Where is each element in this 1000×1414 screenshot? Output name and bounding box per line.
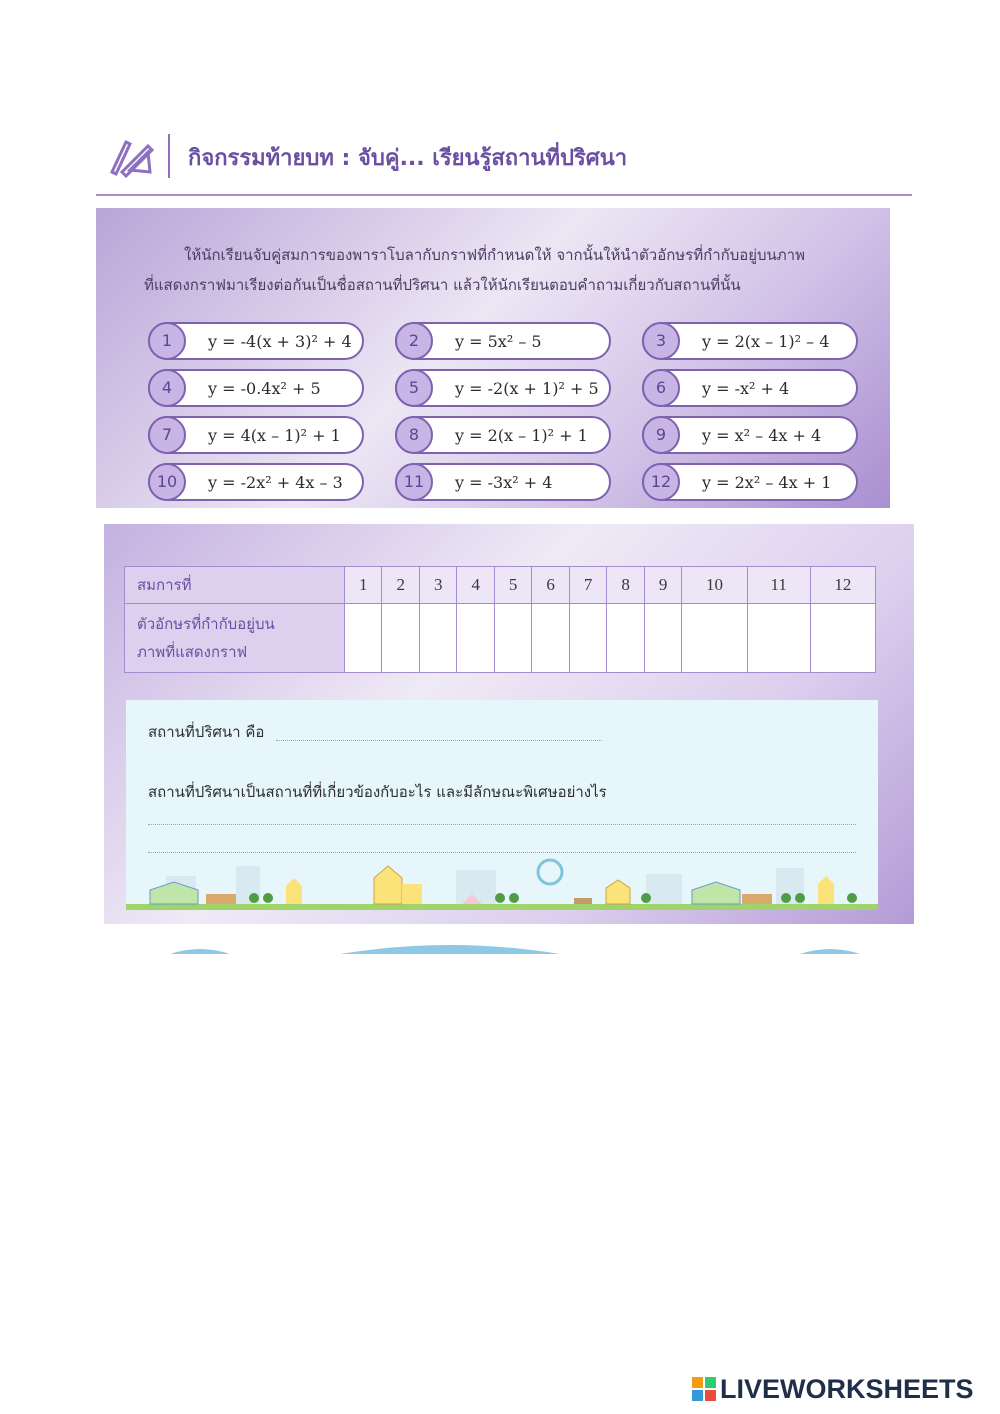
- equation-formula: y = -2x² + 4x – 3: [208, 473, 343, 492]
- equation-number: 5: [395, 369, 433, 407]
- equation-formula: y = 2(x – 1)² – 4: [702, 332, 830, 351]
- equation-number: 4: [148, 369, 186, 407]
- equation-formula: y = -2(x + 1)² + 5: [455, 379, 599, 398]
- equation-number: 6: [642, 369, 680, 407]
- equation-item: [148, 369, 364, 407]
- table-col-number: 3: [419, 567, 456, 604]
- answer-cell[interactable]: [747, 604, 810, 673]
- question-box: [126, 700, 878, 910]
- equation-number-row: [125, 567, 876, 604]
- answer-cell[interactable]: [494, 604, 531, 673]
- answer-cell[interactable]: [457, 604, 494, 673]
- equation-formula: y = 2x² – 4x + 1: [702, 473, 832, 492]
- equation-item: [395, 369, 611, 407]
- table-col-number: 8: [607, 567, 644, 604]
- table-col-number: 1: [345, 567, 382, 604]
- equations-panel: [96, 208, 890, 508]
- equation-item: [642, 369, 858, 407]
- answer-panel: [104, 524, 914, 924]
- table-col-number: 9: [644, 567, 681, 604]
- equation-formula: y = -4(x + 3)² + 4: [208, 332, 352, 351]
- letter-answer-row: [125, 604, 876, 673]
- answer-cell[interactable]: [382, 604, 419, 673]
- answer-cell[interactable]: [644, 604, 681, 673]
- equation-number: 9: [642, 416, 680, 454]
- table-col-number: 6: [532, 567, 569, 604]
- equation-formula: y = 4(x – 1)² + 1: [208, 426, 341, 445]
- equation-item: [642, 416, 858, 454]
- equation-item: [642, 322, 858, 360]
- equation-number: 2: [395, 322, 433, 360]
- equation-formula: y = 2(x – 1)² + 1: [455, 426, 588, 445]
- equation-formula: y = 5x² – 5: [455, 332, 542, 351]
- table-col-number: 11: [747, 567, 810, 604]
- question-place-name: สถานที่ปริศนา คือ: [148, 723, 265, 741]
- answer-cell[interactable]: [810, 604, 875, 673]
- equation-number: 12: [642, 463, 680, 501]
- answer-cell[interactable]: [345, 604, 382, 673]
- equation-number: 8: [395, 416, 433, 454]
- table-col-number: 7: [569, 567, 606, 604]
- equation-item: [148, 322, 364, 360]
- brand-text: LIVEWORKSHEETS: [720, 1374, 974, 1404]
- equation-formula: y = -3x² + 4: [455, 473, 553, 492]
- answer-cell[interactable]: [682, 604, 747, 673]
- table-col-number: 12: [810, 567, 875, 604]
- answer-cell[interactable]: [607, 604, 644, 673]
- decorative-arcs: [160, 940, 880, 954]
- answer-cell[interactable]: [532, 604, 569, 673]
- answer-table: [124, 566, 876, 673]
- instruction-line-1: ให้นักเรียนจับคู่สมการของพาราโบลากับกราฟที่กำหนดให้ จากนั้นให้นำตัวอักษรที่กำกับอยู่บนภาพ: [184, 246, 805, 264]
- question-place-description: สถานที่ปริศนาเป็นสถานที่ที่เกี่ยวข้องกับอะไร และมีลักษณะพิเศษอย่างไร: [148, 783, 607, 801]
- equation-item: [642, 463, 858, 501]
- answer-line-description[interactable]: [148, 824, 856, 825]
- equation-number: 3: [642, 322, 680, 360]
- row-label-letters: [125, 604, 345, 673]
- equation-item: [148, 463, 364, 501]
- equation-number: 10: [148, 463, 186, 501]
- table-col-number: 4: [457, 567, 494, 604]
- table-col-number: 10: [682, 567, 747, 604]
- answer-cell[interactable]: [419, 604, 456, 673]
- table-col-number: 5: [494, 567, 531, 604]
- equation-number: 1: [148, 322, 186, 360]
- liveworksheets-logo-icon: [692, 1377, 716, 1401]
- equation-item: [148, 416, 364, 454]
- table-col-number: 2: [382, 567, 419, 604]
- equation-item: [395, 322, 611, 360]
- answer-line-place-name[interactable]: [276, 740, 602, 741]
- equation-item: [395, 416, 611, 454]
- answer-cell[interactable]: [569, 604, 606, 673]
- activity-title: กิจกรรมท้ายบท : จับคู่... เรียนรู้สถานที่ปริศนา: [188, 146, 628, 171]
- row-label-equation: สมการที่: [125, 567, 345, 604]
- pencil-ruler-icon: [108, 132, 156, 180]
- row-label-letters-line-1: ตัวอักษรที่กำกับอยู่บน: [137, 615, 275, 633]
- answer-line-description[interactable]: [148, 852, 856, 853]
- instruction-line-2: ที่แสดงกราฟมาเรียงต่อกันเป็นชื่อสถานที่ปริศนา แล้วให้นักเรียนตอบคำถามเกี่ยวกับสถานที่นั้น: [144, 276, 741, 294]
- row-label-letters-line-2: ภาพที่แสดงกราฟ: [137, 643, 248, 661]
- equation-number: 11: [395, 463, 433, 501]
- equation-item: [395, 463, 611, 501]
- header-divider: [168, 134, 170, 178]
- equation-formula: y = -0.4x² + 5: [208, 379, 321, 398]
- town-illustration: [126, 856, 878, 910]
- equation-formula: y = -x² + 4: [702, 379, 790, 398]
- instructions: [144, 240, 874, 300]
- activity-header: [96, 128, 912, 196]
- equation-formula: y = x² – 4x + 4: [702, 426, 822, 445]
- equation-number: 7: [148, 416, 186, 454]
- liveworksheets-logo: [692, 1374, 974, 1405]
